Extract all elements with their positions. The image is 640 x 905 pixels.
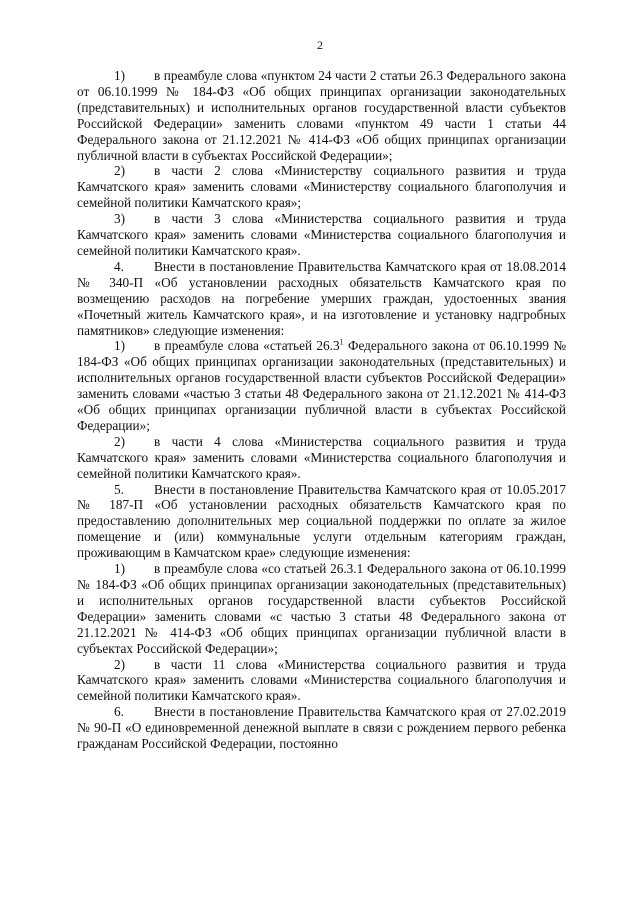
item-number: 1): [114, 68, 126, 83]
paragraph-text: в преамбуле слова «пунктом 24 части 2 статьи 26.3 Федерального закона от 06.10.1999 № 184-ФЗ «Об общих принципах организации законодательных (представительных) и исполнительных органов государственной власти субъектов Российской Федерации» заменить словами «пунктом 49 части 1 статьи 44 Федерального закона от 21.12.2021 № 414-ФЗ «Об общих принципах организации публичной власти в субъектах Российской Федерации»;: [77, 68, 566, 163]
item-number: 4.: [114, 258, 124, 274]
document-body: [77, 68, 566, 752]
paragraph-section-4-item-1: [77, 338, 566, 433]
item-number: 1): [114, 338, 126, 354]
item-number: 1): [114, 561, 126, 577]
paragraph-text: Внести в постановление Правительства Камчатского края от 10.05.2017 № 187-П «Об установлении расходных обязательств Камчатского края по предоставлению дополнительных мер социальной поддержки по оплате за жилое помещение и (или) коммунальные услуги отдельным категориям граждан, проживающим в Камчатском крае» следующие изменения:: [77, 481, 566, 561]
item-number: 2): [114, 656, 126, 672]
item-number: 2): [114, 433, 126, 449]
paragraph-item-2: [77, 163, 566, 211]
page-number: 2: [317, 38, 323, 52]
paragraph-text: в части 4 слова «Министерства социального развития и труда Камчатского края» заменить словами «Министерства социального благополучия и семейной политики Камчатского края».: [77, 433, 566, 481]
paragraph-text: в части 11 слова «Министерства социального развития и труда Камчатского края» заменить словами «Министерства социального благополучия и семейной политики Камчатского края».: [77, 656, 566, 704]
paragraph-item-3: [77, 211, 566, 259]
paragraph-section-5-item-1: [77, 561, 566, 656]
item-number: 5.: [114, 481, 124, 497]
item-number: 3): [114, 211, 126, 227]
paragraph-section-4-item-2: [77, 434, 566, 482]
paragraph-section-6: [77, 704, 566, 752]
paragraph-section-4: [77, 259, 566, 339]
paragraph-section-5-item-2: [77, 657, 566, 705]
paragraph-text-start: в преамбуле слова «статьей 26.3: [154, 338, 340, 354]
paragraph-text: Внести в постановление Правительства Камчатского края от 18.08.2014 № 340-П «Об установлении расходных обязательств Камчатского края по возмещению расходов на погребение умерших граждан, удостоенных звания «Почетный житель Камчатского края», и на изготовление и установку надгробных памятников» следующие изменения:: [77, 258, 566, 338]
paragraph-text: Внести в постановление Правительства Камчатского края от 27.02.2019 № 90-П «О единовременной денежной выплате в связи с рождением первого ребенка гражданам Российской Федерации, постоянно: [77, 704, 566, 752]
superscript: 1: [339, 338, 344, 347]
paragraph-item-1: [77, 68, 566, 163]
paragraph-text: в части 2 слова «Министерству социального развития и труда Камчатского края» заменить словами «Министерству социального благополучия и семейной политики Камчатского края»;: [77, 163, 566, 211]
paragraph-text: в части 3 слова «Министерства социального развития и труда Камчатского края» заменить словами «Министерства социального благополучия и семейной политики Камчатского края».: [77, 211, 566, 258]
item-number: 2): [114, 163, 126, 179]
paragraph-text: в преамбуле слова «со статьей 26.3.1 Федерального закона от 06.10.1999 № 184-ФЗ «Об общих принципах организации законодательных (представительных) и исполнительных органов государственной власти субъектов Российской Федерации» заменить словами «с частью 3 статьи 48 Федерального закона от 21.12.2021 № 414-ФЗ «Об общих принципах организации публичной власти в субъектах Российской Федерации»;: [77, 561, 566, 656]
item-number: 6.: [114, 704, 124, 720]
paragraph-text: Федерального закона от 06.10.1999 № 184-ФЗ «Об общих принципах организации законодательных (представительных) и исполнительных органов государственной власти субъектов Российской Федерации» заменить словами «частью 3 статьи 48 Федерального закона от 21.12.2021 № 414-ФЗ «Об общих принципах организации публичной власти в субъектах Российской Федерации»;: [77, 338, 566, 433]
paragraph-section-5: [77, 482, 566, 562]
